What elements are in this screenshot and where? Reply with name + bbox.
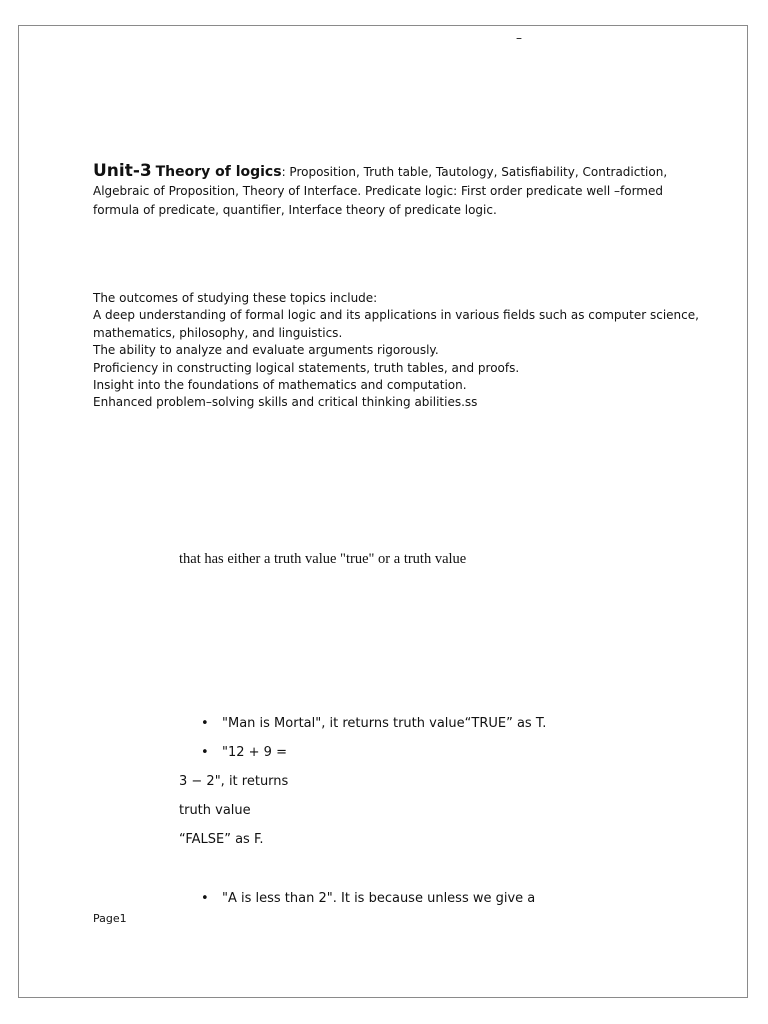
example-text: "A is less than 2". It is because unless we give a xyxy=(222,891,536,906)
example-continuation: “FALSE” as F. xyxy=(179,832,264,847)
bullet-icon: • xyxy=(201,891,209,906)
page-number-footer: Page1 xyxy=(93,912,127,925)
header-mark: – xyxy=(516,31,522,45)
outcome-line: mathematics, philosophy, and linguistics. xyxy=(93,325,343,340)
example-bullet xyxy=(201,745,287,760)
example-text: "Man is Mortal", it returns truth value“TRUE” as T. xyxy=(222,716,547,731)
outcomes-section xyxy=(93,290,699,412)
outcome-line: A deep understanding of formal logic and its applications in various fields such as computer science, xyxy=(93,308,699,323)
outcomes-intro: The outcomes of studying these topics include: xyxy=(93,291,378,305)
unit-description: : Proposition, Truth table, Tautology, Satisfiability, Contradiction, Algebraic of Proposition, Theory of Interface. Predicate logic: First order predicate well –formed formula of predicate, quantifier, Interface theory of predicate logic. xyxy=(93,165,668,217)
unit-title: Theory of logics xyxy=(155,164,282,180)
outcome-line: The ability to analyze and evaluate arguments rigorously. xyxy=(93,343,439,358)
outcome-line: Proficiency in constructing logical statements, truth tables, and proofs. xyxy=(93,360,520,375)
example-text: "12 + 9 = xyxy=(222,745,287,760)
example-continuation: truth value xyxy=(179,803,251,818)
example-bullet xyxy=(201,716,547,731)
unit-heading-paragraph xyxy=(93,162,683,220)
proposition-definition-line: that has either a truth value "true" or a truth value xyxy=(179,551,467,567)
document-page xyxy=(18,25,748,998)
bullet-icon: • xyxy=(201,745,209,760)
example-bullet xyxy=(201,891,536,906)
bullet-icon: • xyxy=(201,716,209,731)
unit-label: Unit-3 xyxy=(93,161,152,181)
outcome-line: Insight into the foundations of mathematics and computation. xyxy=(93,378,467,393)
example-continuation: 3 − 2", it returns xyxy=(179,774,289,789)
outcome-line: Enhanced problem–solving skills and critical thinking abilities.ss xyxy=(93,395,478,410)
